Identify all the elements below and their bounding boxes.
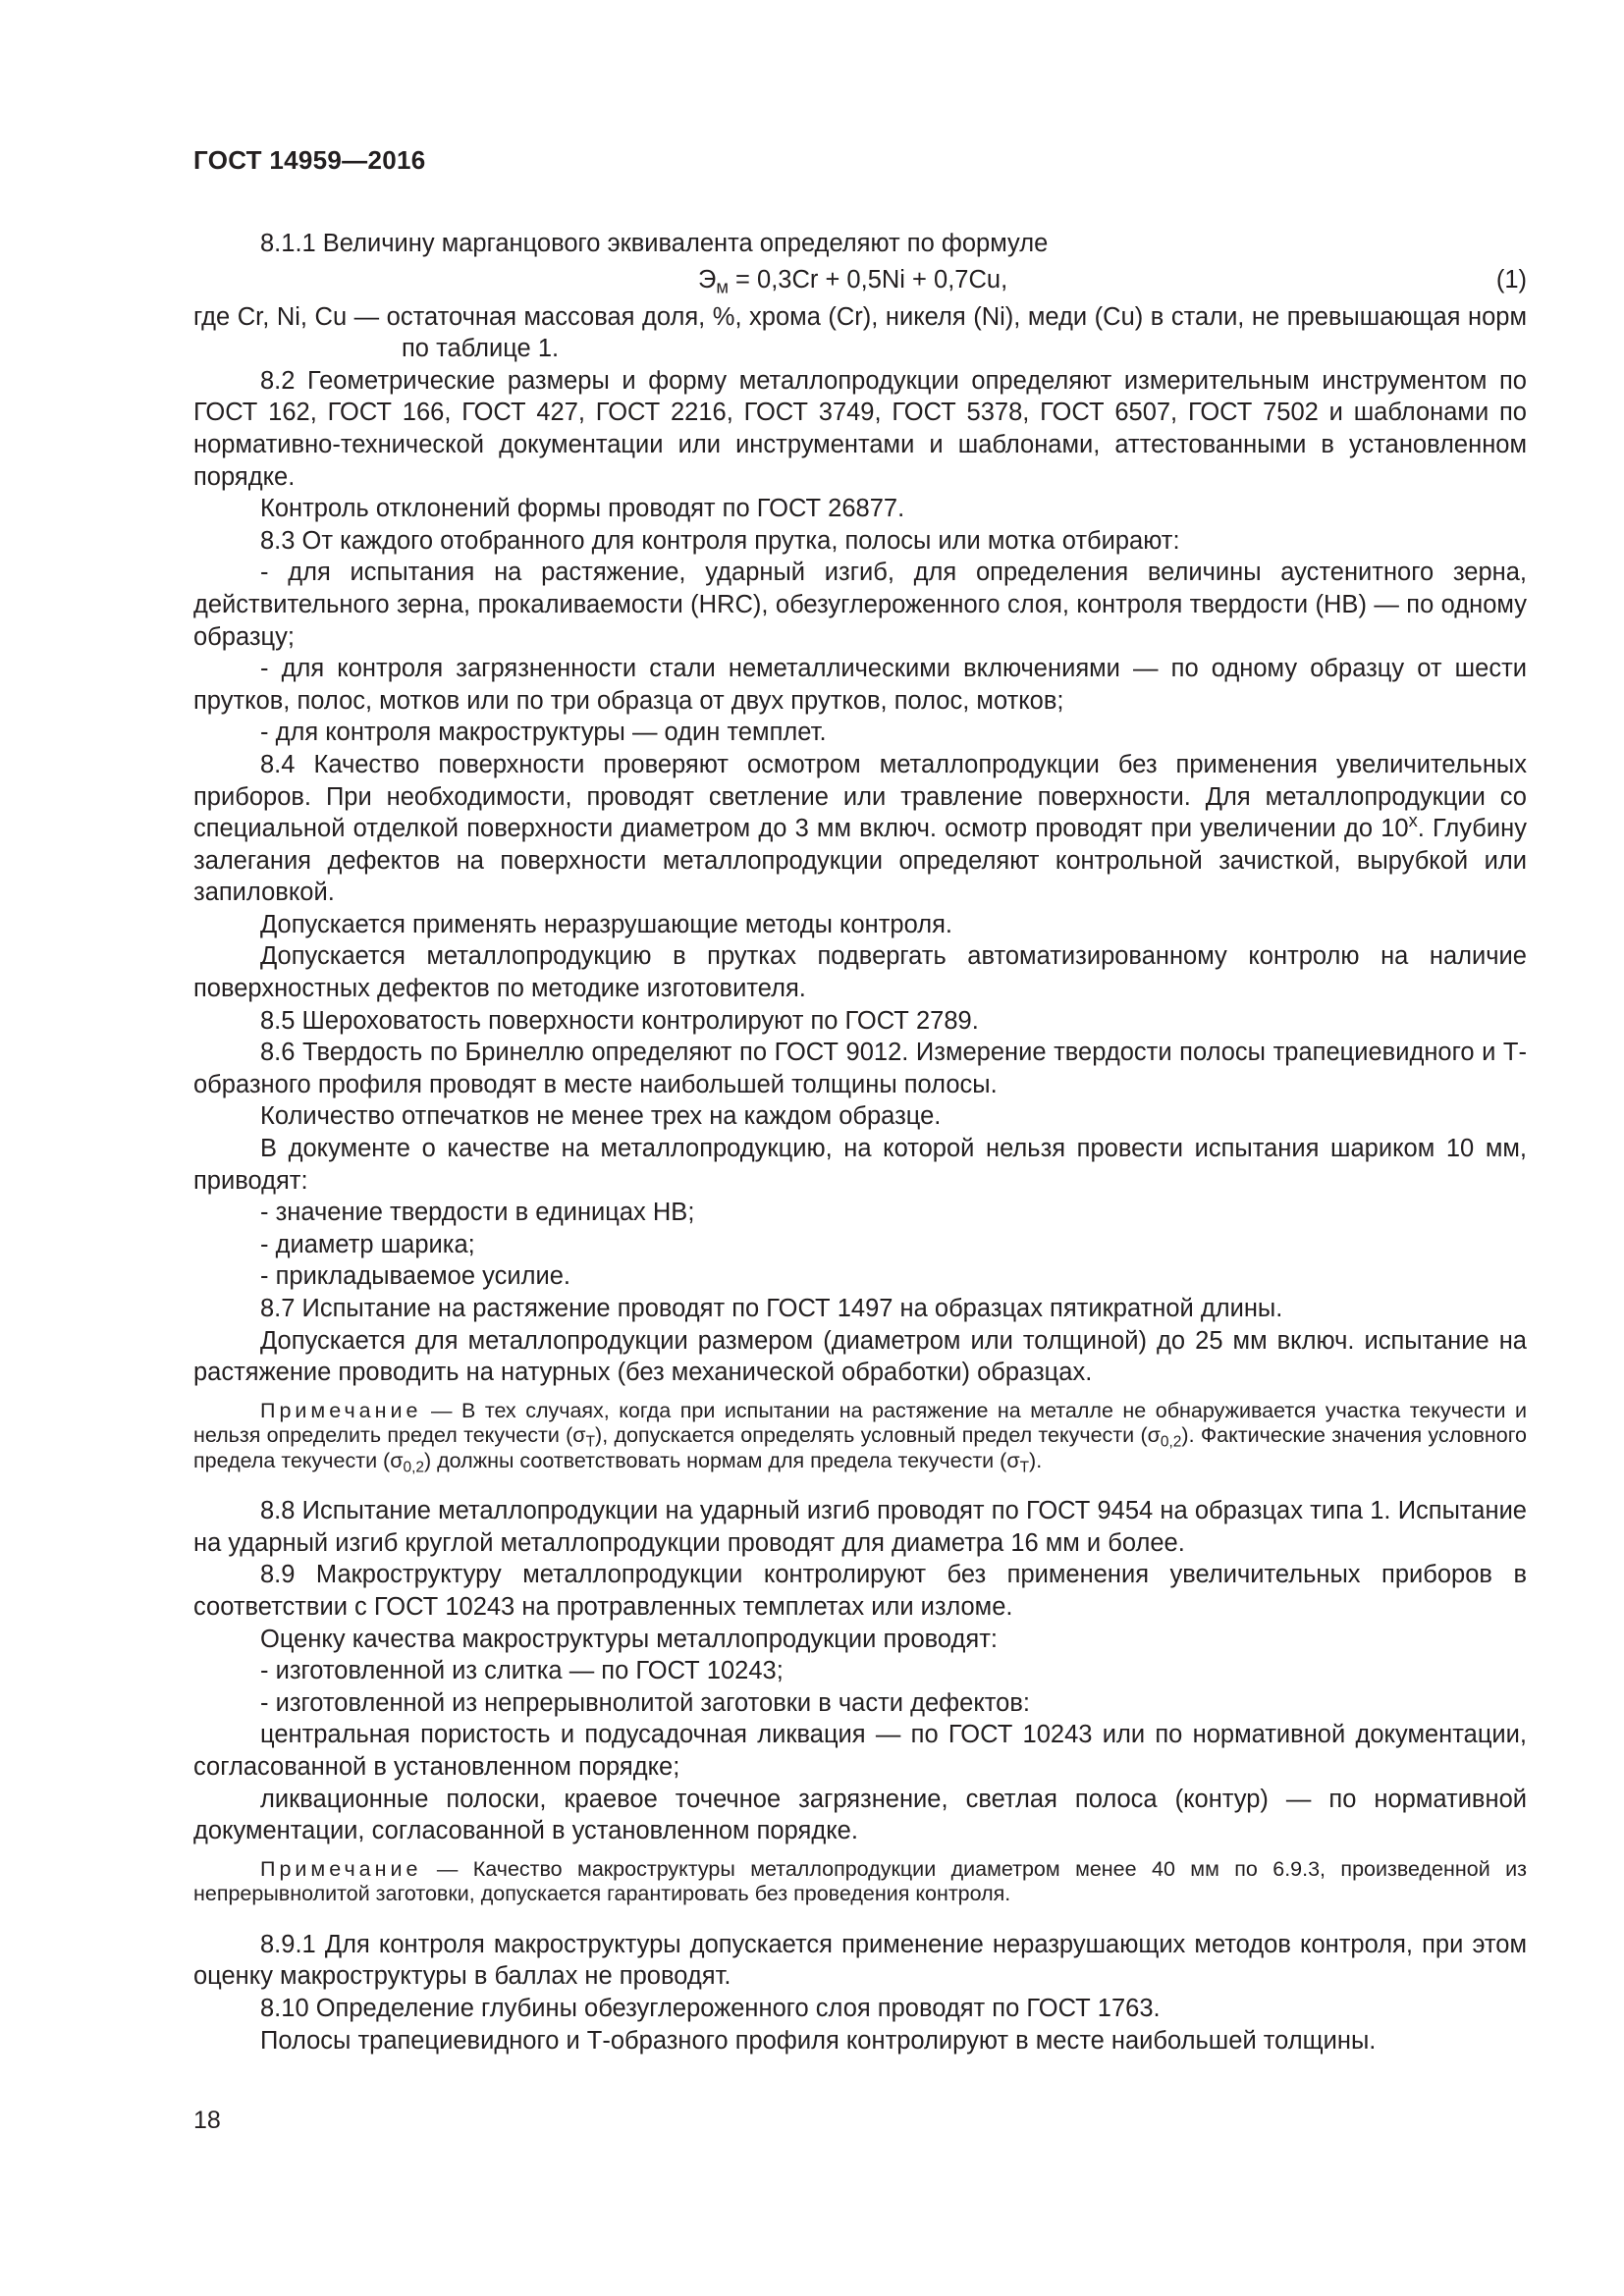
list-item-ball-diameter: - диаметр шарика; — [260, 1230, 475, 1258]
paragraph-8-8: 8.8 Испытание металлопродукции на ударный изгиб проводят по ГОСТ 9454 на образцах типа 1. Испытание на ударный изгиб круглой металлопродукции проводят для диаметра 16 мм и более. — [193, 1497, 1527, 1557]
paragraph-8-4-auto: Допускается металлопродукцию в прутках подвергать автоматизированному контролю на наличие поверхностных дефектов по методике изготовителя. — [193, 942, 1527, 1003]
note-yield-strength: Примечание — В тех случаях, когда при испытании на растяжение на металле не обнаруживается участка текучести и нельзя определить предел текучести $(\sigma_T)$, допускается определять условный предел текучести $(\sigma_{0,2})$. Фактические значения условного предела текучести $(\sigma_{0,2})$ должны соответствовать нормам для предела текучести $(\sigma_T)$. — [193, 1398, 1528, 1476]
paragraph-central-porosity: центральная пористость и подусадочная ликвация — по ГОСТ 10243 или по нормативной документации, согласованной в установленном порядке; — [193, 1721, 1527, 1782]
note-label: Примечание — [260, 1856, 422, 1881]
paragraph-8-7: 8.7 Испытание на растяжение проводят по ГОСТ 1497 на образцах пятикратной длины. — [260, 1295, 1283, 1322]
document-body — [193, 228, 1527, 2056]
paragraph-8-9-1: 8.9.1 Для контроля макроструктуры допускается применение неразрушающих методов контроля, при этом оценку макроструктуры в баллах не проводят. — [193, 1930, 1527, 1991]
paragraph-8-10: 8.10 Определение глубины обезуглероженного слоя проводят по ГОСТ 1763. — [260, 1995, 1161, 2022]
list-item-force: - прикладываемое усилие. — [260, 1262, 570, 1291]
paragraph-segregation: ликвационные полоски, краевое точечное загрязнение, светлая полоса (контур) — по нормативной документации, согласованной в установленном порядке. — [193, 1785, 1527, 1845]
list-item-ingot: - изготовленной из слитка — по ГОСТ 10243; — [260, 1657, 784, 1685]
paragraph-8-1-1: 8.1.1 Величину марганцового эквивалента определяют по формуле — [260, 230, 1049, 257]
paragraph-8-6-prints: Количество отпечатков не менее трех на каждом образце. — [260, 1102, 942, 1131]
paragraph-8-4: 8.4 Качество поверхности проверяют осмотром металлопродукции без применения увеличительных приборов. При необходимости, проводят светление или травление поверхности. Для металлопродукции со специальной отделкой поверхности диаметром до 3 мм включ. осмотр проводят при увеличении до 10$^x$. Глубину залегания дефектов на поверхности металлопродукции определяют контрольной зачисткой, вырубкой или запиловкой. — [193, 750, 1527, 907]
note-macrostructure: Примечание — Качество макроструктуры металлопродукции диаметром менее 40 мм по 6.9.3, произведенной из непрерывнолитой заготовки, допускается гарантировать без проведения контроля. — [193, 1856, 1527, 1906]
paragraph-8-9-evaluation: Оценку качества макроструктуры металлопродукции проводят: — [260, 1625, 998, 1653]
list-item-macrostructure: - для контроля макроструктуры — один темплет. — [260, 719, 827, 747]
paragraph-8-2: 8.2 Геометрические размеры и форму металлопродукции определяют измерительным инструментом по ГОСТ 162, ГОСТ 166, ГОСТ 427, ГОСТ 2216, ГОСТ 3749, ГОСТ 5378, ГОСТ 6507, ГОСТ 7502 и шаблонами по нормативно-технической документации или инструментами и шаблонами, аттестованными в установленном порядке. — [193, 366, 1527, 491]
page-number: 18 — [193, 2107, 221, 2134]
document-header: ГОСТ 14959—2016 — [193, 145, 426, 175]
formula-number: (1) — [1495, 265, 1527, 294]
paragraph-8-2-form: Контроль отклонений формы проводят по ГОСТ 26877. — [260, 495, 905, 523]
paragraph-8-6-document: В документе о качестве на металлопродукцию, на которой нельзя провести испытания шариком 10 мм, приводят: — [193, 1135, 1527, 1195]
list-item-inclusions: - для контроля загрязненности стали неметаллическими включениями — по одному образцу от шести прутков, полос, мотков или по три образца от двух прутков, полос, мотков; — [193, 655, 1527, 715]
formula-1 — [193, 264, 1527, 301]
formula-expression: $Э_м = 0,3Cr + 0,5Ni + 0,7Cu$, — [698, 265, 1008, 297]
paragraph-8-4-ndt: Допускается применять неразрушающие методы контроля. — [260, 910, 952, 938]
formula-explanation: где Cr, Ni, Cu — остаточная массовая доля, %, хрома (Cr), никеля (Ni), меди (Cu) в стали, не превышающая норм по таблице 1. — [193, 302, 1527, 363]
list-item-tensile: - для испытания на растяжение, ударный изгиб, для определения величины аустенитного зерна, действительного зерна, прокаливаемости (HRC), обезуглероженного слоя, контроля твердости (НВ) — по одному образцу; — [193, 559, 1527, 651]
paragraph-8-5: 8.5 Шероховатость поверхности контролируют по ГОСТ 2789. — [260, 1006, 979, 1035]
list-item-continuous-cast: - изготовленной из непрерывнолитой заготовки в части дефектов: — [260, 1688, 1030, 1717]
paragraph-8-6: 8.6 Твердость по Бринеллю определяют по ГОСТ 9012. Измерение твердости полосы трапециевидного и Т-образного профиля проводят в месте наибольшей толщины полосы. — [193, 1039, 1527, 1098]
list-item-hardness: - значение твердости в единицах НВ; — [260, 1199, 695, 1227]
note-label: Примечание — [260, 1398, 422, 1422]
paragraph-8-10-profile: Полосы трапециевидного и Т-образного профиля контролируют в месте наибольшей толщины. — [260, 2026, 1377, 2055]
paragraph-8-9: 8.9 Макроструктуру металлопродукции контролируют без применения увеличительных приборов в соответствии с ГОСТ 10243 на протравленных темплетах или изломе. — [193, 1561, 1527, 1622]
paragraph-8-3: 8.3 От каждого отобранного для контроля прутка, полосы или мотка отбирают: — [260, 526, 1180, 555]
paragraph-8-7-natural: Допускается для металлопродукции размером (диаметром или толщиной) до 25 мм включ. испытание на растяжение проводить на натурных (без механической обработки) образцах. — [193, 1326, 1527, 1387]
